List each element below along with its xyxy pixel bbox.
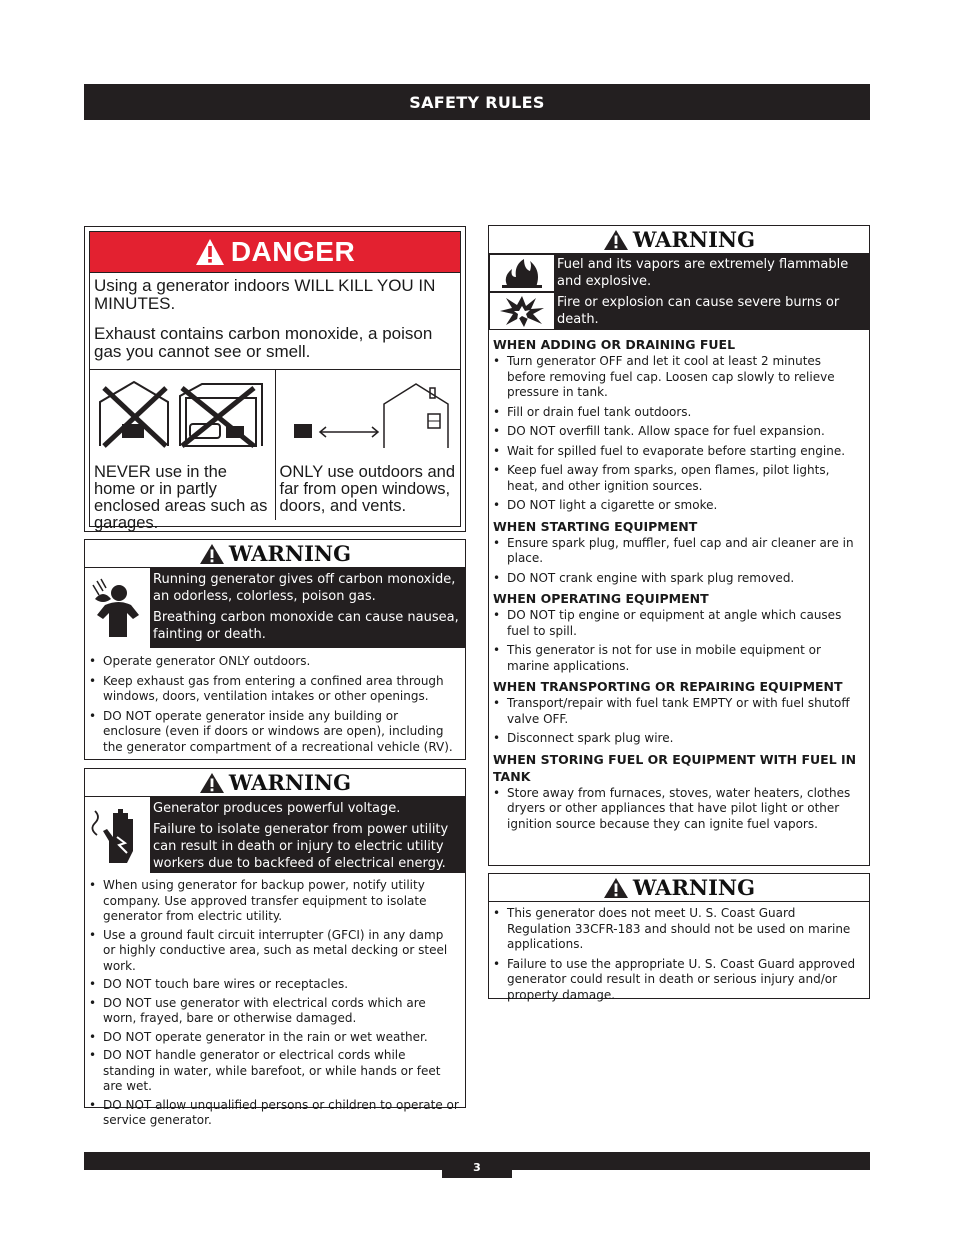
warning-title: WARNING <box>632 875 756 900</box>
list-item: • DO NOT allow unqualified persons or children to operate or service generator. <box>103 1098 459 1129</box>
alert-triangle-icon <box>603 229 629 251</box>
warning-header <box>85 769 465 797</box>
co-bullet-list <box>85 648 465 763</box>
section-title: SAFETY RULES <box>409 92 545 112</box>
warning-header <box>489 226 869 254</box>
list-item: • Failure to use the appropriate U. S. Coast Guard approved generator could result in death or serious injury and/or property damage. <box>507 957 863 1004</box>
list-item: • Ensure spark plug, muffler, fuel cap and air cleaner are in place. <box>507 536 863 567</box>
alert-triangle-icon <box>199 772 225 794</box>
warning-title: WARNING <box>632 227 756 252</box>
danger-text <box>90 273 460 370</box>
list-item: • DO NOT operate generator in the rain or wet weather. <box>103 1030 459 1046</box>
list-item: • DO NOT crank engine with spark plug removed. <box>507 571 863 587</box>
never-indoors-column <box>90 370 276 532</box>
danger-panel <box>84 226 466 532</box>
co-hazard-text-2: Breathing carbon monoxide can cause nausea, fainting or death. <box>153 610 459 642</box>
list-item: • Store away from furnaces, stoves, water heaters, clothes dryers or other appliances that have pilot light or other ignition source because they can ignite fuel vapors. <box>507 786 863 833</box>
shock-hazard-row <box>85 797 465 873</box>
list-item: • When using generator for backup power, notify utility company. Use approved transfer equipment to isolate generator from electric utility. <box>103 878 459 925</box>
warning-title: WARNING <box>228 541 352 566</box>
coast-guard-bullet-list <box>489 902 869 1011</box>
list-item: • Use a ground fault circuit interrupter (GFCI) in any damp or highly conductive area, such as metal decking or steel work. <box>103 928 459 975</box>
list-item: • DO NOT touch bare wires or receptacles. <box>103 977 459 993</box>
carbon-monoxide-hazard-row <box>85 568 465 648</box>
list-item: • Keep exhaust gas from entering a confined area through windows, doors, ventilation intakes or other openings. <box>103 674 459 705</box>
electric-shock-hand-icon <box>91 803 145 867</box>
list-item: • This generator is not for use in mobile equipment or marine applications. <box>507 643 863 674</box>
list-item: • DO NOT use generator with electrical cords which are worn, frayed, bare or otherwise damaged. <box>103 996 459 1027</box>
list-item: • DO NOT tip engine or equipment at angle which causes fuel to spill. <box>507 608 863 639</box>
subheading: WHEN STARTING EQUIPMENT <box>493 518 698 534</box>
fuel-hazard-text-2: Fire or explosion can cause severe burns or death. <box>557 295 840 327</box>
list-item: • Turn generator OFF and let it cool at least 2 minutes before removing fuel cap. Loosen cap slowly to relieve pressure in tank. <box>507 354 863 401</box>
no-indoor-use-icon <box>94 374 266 454</box>
alert-triangle-icon <box>603 877 629 899</box>
warning-header <box>489 874 869 902</box>
fuel-bullet-list <box>489 535 869 587</box>
fuel-bullet-list <box>489 353 869 514</box>
warning-title: WARNING <box>228 770 352 795</box>
danger-header <box>90 232 460 273</box>
list-item: • DO NOT light a cigarette or smoke. <box>507 498 863 514</box>
alert-triangle-icon <box>195 238 225 266</box>
never-caption: NEVER use in the home or in partly enclosed areas such as garages. <box>94 463 268 532</box>
carbon-monoxide-warning-panel <box>84 539 466 760</box>
breathing-hazard-icon <box>91 577 145 639</box>
fuel-bullet-list <box>489 695 869 747</box>
outdoor-distance-icon <box>280 374 452 454</box>
fuel-bullet-list <box>489 607 869 674</box>
list-item: • Disconnect spark plug wire. <box>507 731 863 747</box>
fuel-warning-panel <box>488 225 870 866</box>
list-item: • Transport/repair with fuel tank EMPTY or with fuel shutoff valve OFF. <box>507 696 863 727</box>
shock-hazard-text-2: Failure to isolate generator from power utility can result in death or injury to electric utility workers due to backfeed of electrical energy. <box>153 822 449 871</box>
list-item: • Keep fuel away from sparks, open flames, pilot lights, heat, and other ignition sources. <box>507 463 863 494</box>
electric-shock-warning-panel <box>84 768 466 1127</box>
explosion-icon <box>498 294 546 328</box>
page-number: 3 <box>473 1160 481 1174</box>
subheading: WHEN STORING FUEL OR EQUIPMENT WITH FUEL IN TANK <box>493 751 857 784</box>
fire-icon <box>498 257 546 289</box>
fuel-hazard-text-1: Fuel and its vapors are extremely flammable and explosive. <box>557 257 849 289</box>
subheading: WHEN OPERATING EQUIPMENT <box>493 591 709 606</box>
fire-hazard-row <box>489 254 869 292</box>
shock-hazard-text-1: Generator produces powerful voltage. <box>153 801 401 816</box>
explosion-hazard-row <box>489 292 869 330</box>
alert-triangle-icon <box>199 543 225 565</box>
subheading: WHEN ADDING OR DRAINING FUEL <box>493 337 736 352</box>
co-hazard-text-1: Running generator gives off carbon monoxide, an odorless, colorless, poison gas. <box>153 572 456 604</box>
danger-line-1: Using a generator indoors WILL KILL YOU IN MINUTES. <box>94 276 436 313</box>
only-outdoors-caption: ONLY use outdoors and far from open windows, doors, and vents. <box>279 463 456 515</box>
warning-header <box>85 540 465 568</box>
coast-guard-warning-panel <box>488 873 870 1002</box>
shock-bullet-list <box>85 873 465 1133</box>
outdoors-only-column <box>276 370 461 520</box>
fuel-bullet-list <box>489 785 869 841</box>
danger-title: DANGER <box>230 236 356 267</box>
list-item: • DO NOT handle generator or electrical cords while standing in water, while barefoot, or while hands or feet are wet. <box>103 1048 459 1095</box>
subheading: WHEN TRANSPORTING OR REPAIRING EQUIPMENT <box>493 679 843 694</box>
list-item: • DO NOT overfill tank. Allow space for fuel expansion. <box>507 424 863 440</box>
section-header <box>84 84 870 120</box>
page-number-tab <box>442 1152 512 1178</box>
list-item: • DO NOT operate generator inside any building or enclosure (even if doors or windows are open), including the generator compartment of a recreational vehicle (RV). <box>103 709 459 756</box>
list-item: • This generator does not meet U. S. Coast Guard Regulation 33CFR-183 and should not be used on marine applications. <box>507 906 863 953</box>
list-item: • Fill or drain fuel tank outdoors. <box>507 405 863 421</box>
danger-line-2: Exhaust contains carbon monoxide, a poison gas you cannot see or smell. <box>94 324 433 361</box>
list-item: • Operate generator ONLY outdoors. <box>103 654 459 670</box>
list-item: • Wait for spilled fuel to evaporate before starting engine. <box>507 444 863 460</box>
